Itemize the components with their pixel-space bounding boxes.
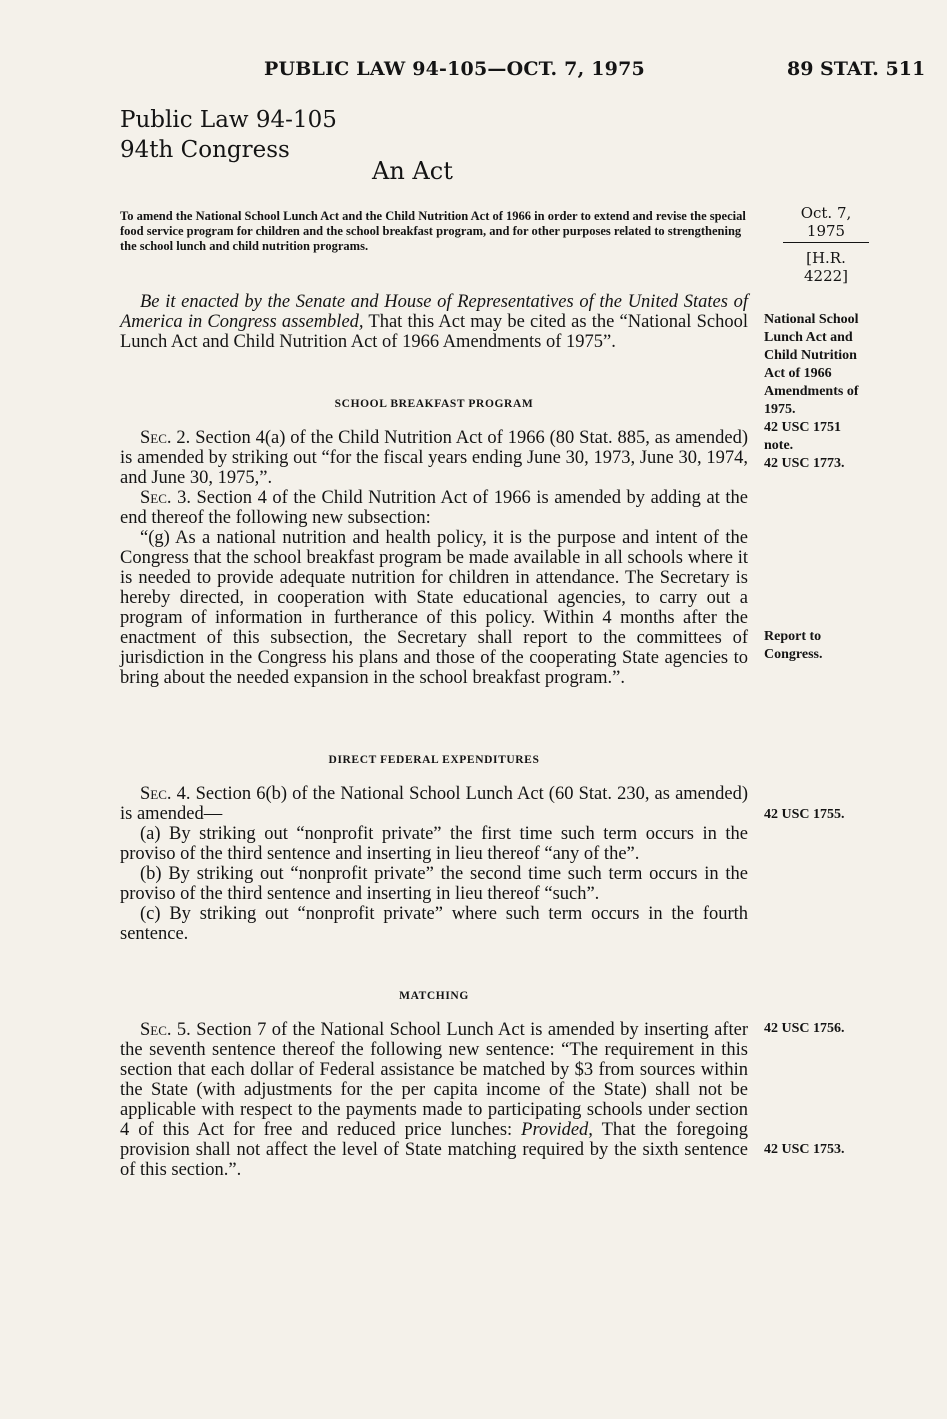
short-title-note-line: Amendments of <box>764 384 859 399</box>
public-law-number: Public Law 94-105 <box>120 107 337 133</box>
heading-direct-expenditures: DIRECT FEDERAL EXPENDITURES <box>328 754 540 766</box>
usc-1751-line: 42 USC 1751 <box>764 420 842 435</box>
sec5-text-2: That the foregoing provision shall not affect the level of State matching required by the sixth sentence of this section.”. <box>120 1120 748 1180</box>
sec5-text-1: Section 7 of the National School Lunch Act is amended by inserting after the seventh sentence thereof the following new sentence: “The requirement in this section that each dollar of Federal assistance be matched by $3 from sources within the State (with adjustments for the per capita income of the State) shall not be applicable with respect to the payments made to participating schools under section 4 of this Act for free and reduced price lunches: <box>120 1020 748 1140</box>
short-title-note-line: National School <box>764 312 859 327</box>
sec4-clause-c: (c) By striking out “nonprofit private” where such term occurs in the fourth sentence. <box>120 904 748 944</box>
margin-note-report <box>764 628 884 664</box>
short-title-text: That this Act may be cited as the “National School Lunch Act and Child Nutrition Act of 1966 Amendments of 1975”. <box>120 312 748 352</box>
sec3-label: Sec. 3. <box>140 488 191 508</box>
sec4-clause-b: (b) By striking out “nonprofit private” the second time such term occurs in the proviso of the third sentence and inserting in lieu thereof “such”. <box>120 864 748 904</box>
stat-reference: 89 STAT. 511 <box>787 58 926 80</box>
date-bill-box <box>783 204 869 285</box>
usc-1773-note: 42 USC 1773. <box>764 456 845 471</box>
short-title-note-line: Lunch Act and <box>764 330 853 345</box>
section-2-3 <box>120 428 748 688</box>
usc-1755-note: 42 USC 1755. <box>764 807 845 822</box>
section-5 <box>120 1020 748 1180</box>
heading-matching: MATCHING <box>399 990 469 1002</box>
act-heading: An Act <box>372 157 453 185</box>
usc-1751-line: note. <box>764 438 794 453</box>
sec2-text: Section 4(a) of the Child Nutrition Act of 1966 (80 Stat. 885, as amended) is amended by striking out “for the fiscal years ending June 30, 1973, June 30, 1974, and June 30, 1975,”. <box>120 428 749 488</box>
enacting-formula: Be it enacted by the Senate and House of Representatives of the United States of America in Congress assembled, <box>120 292 748 332</box>
sec4-label: Sec. 4. <box>140 784 191 804</box>
usc-1756-note: 42 USC 1756. <box>764 1021 845 1036</box>
section-4 <box>120 784 748 944</box>
sec3-quoted-subsection: “(g) As a national nutrition and health policy, it is the purpose and intent of the Congress that the school breakfast program be made available in all schools where it is needed to provide adequate nutrition for children in attendance. The Secretary is hereby directed, in cooperation with State educational agencies, to carry out a program of information in furtherance of this policy. Within 4 months after the enactment of this subsection, the Secretary shall report to the committees of jurisdiction in the Congress his plans and those of the cooperating State agencies to bring about the needed expansion in the school breakfast program.”. <box>120 528 748 688</box>
heading-school-breakfast: SCHOOL BREAKFAST PROGRAM <box>334 398 534 410</box>
usc-1753-note: 42 USC 1753. <box>764 1142 845 1157</box>
sec4-clause-a: (a) By striking out “nonprofit private” the first time such term occurs in the proviso of the third sentence and inserting in lieu thereof “any of the”. <box>120 824 748 864</box>
sec5-label: Sec. 5. <box>140 1020 191 1040</box>
sec5-provided: Provided, <box>521 1120 593 1140</box>
margin-note-short-title <box>764 311 884 473</box>
sec2-label: Sec. 2. <box>140 428 191 448</box>
bill-number: [H.R. 4222] <box>803 249 849 285</box>
short-title-note-line: 1975. <box>764 402 796 417</box>
report-note-line: Congress. <box>764 647 823 662</box>
enacting-clause <box>120 292 748 352</box>
sec4-text: Section 6(b) of the National School Lunch Act (60 Stat. 230, as amended) is amended— <box>120 784 749 824</box>
short-title-note-line: Act of 1966 <box>764 366 832 381</box>
act-purpose: To amend the National School Lunch Act and the Child Nutrition Act of 1966 in order to extend and revise the special food service program for children and the school breakfast program, and for other purposes related to strengthening the school lunch and child nutrition programs. <box>120 209 746 253</box>
short-title-note-line: Child Nutrition <box>764 348 857 363</box>
sec3-text: Section 4 of the Child Nutrition Act of 1966 is amended by adding at the end thereof the following new subsection: <box>120 488 748 528</box>
report-note-line: Report to <box>764 629 822 644</box>
congress-number: 94th Congress <box>120 137 290 163</box>
enactment-date: Oct. 7, 1975 <box>783 204 869 243</box>
running-title: PUBLIC LAW 94-105—OCT. 7, 1975 <box>264 58 645 80</box>
